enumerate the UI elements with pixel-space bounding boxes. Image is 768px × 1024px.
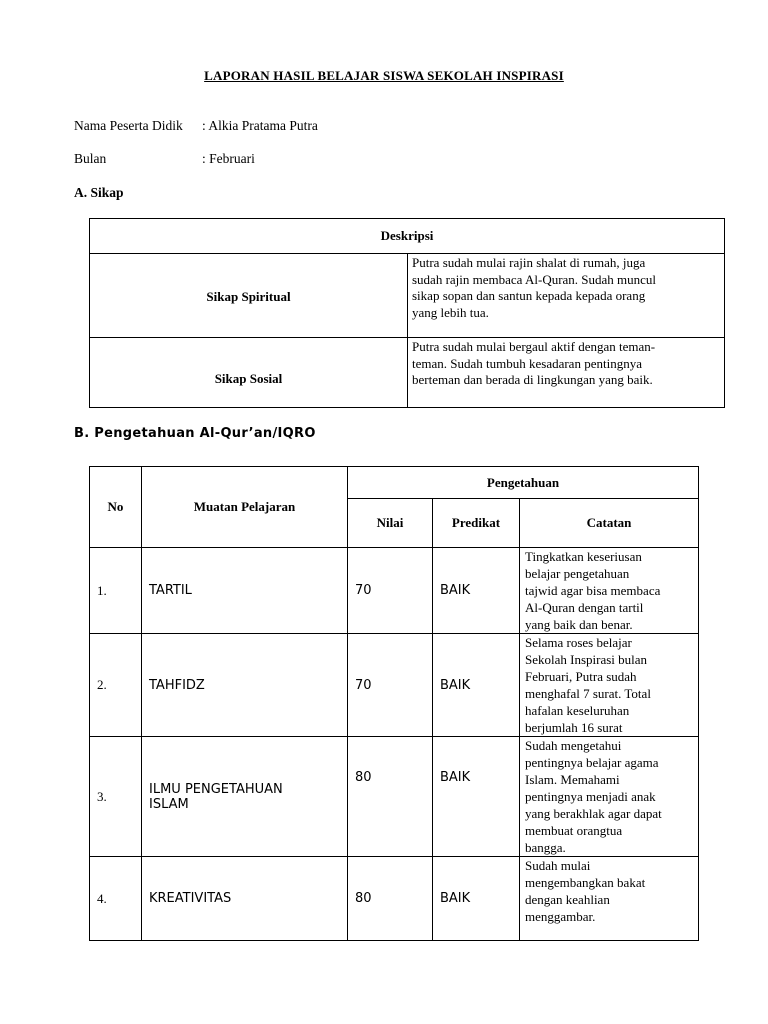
catatan-line: menggambar. xyxy=(525,909,596,924)
catatan-header: Catatan xyxy=(520,499,699,548)
muatan-line: ILMU PENGETAHUAN xyxy=(149,781,283,797)
month-value: : Februari xyxy=(202,151,255,166)
catatan-cell xyxy=(520,857,699,941)
pengetahuan-table xyxy=(89,466,699,941)
catatan-line: yang baik dan benar. xyxy=(525,617,633,632)
desc-line: Putra sudah mulai bergaul aktif dengan teman- xyxy=(412,339,656,354)
sikap-row xyxy=(90,338,725,408)
muatan-line: TARTIL xyxy=(149,583,192,598)
catatan-line: membuat orangtua xyxy=(525,823,623,838)
catatan-line: Selama roses belajar xyxy=(525,635,632,650)
deskripsi-header: Deskripsi xyxy=(90,219,725,254)
catatan-line: bangga. xyxy=(525,840,566,855)
catatan-cell xyxy=(520,634,699,737)
catatan-cell xyxy=(520,548,699,634)
predikat-cell: BAIK xyxy=(433,548,520,634)
row-number: 4. xyxy=(90,857,142,941)
table-row xyxy=(90,634,699,737)
desc-line: teman. Sudah tumbuh kesadaran pentingnya xyxy=(412,355,642,371)
predikat-cell: BAIK xyxy=(433,857,520,941)
nilai-cell: 80 xyxy=(348,857,433,941)
catatan-line: berjumlah 16 surat xyxy=(525,720,623,735)
row-number: 1. xyxy=(90,548,142,634)
month-row xyxy=(74,151,255,167)
muatan-line: TAHFIDZ xyxy=(149,677,205,693)
student-name-label: Nama Peserta Didik xyxy=(74,118,183,133)
catatan-line: Al-Quran dengan tartil xyxy=(525,600,644,615)
desc-line: Putra sudah mulai rajin shalat di rumah, juga xyxy=(412,255,646,270)
catatan-line: pentingnya menjadi anak xyxy=(525,789,656,804)
student-name-row xyxy=(74,118,318,134)
section-a-heading: A. Sikap xyxy=(74,185,124,200)
muatan-cell xyxy=(142,634,348,737)
muatan-cell xyxy=(142,857,348,941)
header-row xyxy=(90,467,699,499)
nilai-cell: 70 xyxy=(348,548,433,634)
catatan-line: hafalan keseluruhan xyxy=(525,703,630,718)
catatan-line: menghafal 7 surat. Total xyxy=(525,686,651,701)
nilai-header: Nilai xyxy=(348,499,433,548)
muatan-cell xyxy=(142,737,348,857)
table-row xyxy=(90,548,699,634)
catatan-line: yang berakhlak agar dapat xyxy=(525,806,662,821)
section-b-heading: B. Pengetahuan Al-Qur’an/IQRO xyxy=(74,426,316,441)
catatan-line: tajwid agar bisa membaca xyxy=(525,583,661,598)
predikat-header: Predikat xyxy=(433,499,520,548)
sikap-table xyxy=(89,218,725,408)
nilai-cell: 70 xyxy=(348,634,433,737)
catatan-line: pentingnya belajar agama xyxy=(525,755,659,770)
row-number: 3. xyxy=(90,737,142,857)
catatan-line: Sekolah Inspirasi bulan xyxy=(525,652,648,667)
row-number: 2. xyxy=(90,634,142,737)
muatan-line: KREATIVITAS xyxy=(149,891,232,906)
sikap-label: Sikap Sosial xyxy=(90,338,408,408)
student-name-value: : Alkia Pratama Putra xyxy=(202,118,318,133)
catatan-line: Sudah mulai xyxy=(525,858,591,873)
sikap-label: Sikap Spiritual xyxy=(90,254,408,338)
muatan-cell xyxy=(142,548,348,634)
predikat-cell: BAIK xyxy=(433,634,520,737)
catatan-line: Islam. Memahami xyxy=(525,772,620,787)
sikap-row xyxy=(90,254,725,338)
table-row xyxy=(90,737,699,857)
catatan-line: belajar pengetahuan xyxy=(525,566,630,581)
muatan-header: Muatan Pelajaran xyxy=(142,467,348,548)
month-label: Bulan xyxy=(74,151,107,166)
nilai-cell: 80 xyxy=(348,737,433,857)
report-title: LAPORAN HASIL BELAJAR SISWA SEKOLAH INSPIRASI xyxy=(204,68,564,83)
desc-line: sikap sopan dan santun kepada kepada orang xyxy=(412,288,646,303)
no-header: No xyxy=(90,467,142,548)
desc-line: sudah rajin membaca Al-Quran. Sudah muncul xyxy=(412,271,657,287)
pengetahuan-header: Pengetahuan xyxy=(348,467,699,499)
catatan-cell xyxy=(520,737,699,857)
muatan-line: ISLAM xyxy=(149,796,189,812)
desc-line: yang lebih tua. xyxy=(412,304,489,320)
catatan-line: Tingkatkan keseriusan xyxy=(525,549,642,564)
catatan-line: Februari, Putra sudah xyxy=(525,669,637,684)
sikap-header-row xyxy=(90,219,725,254)
desc-line: berteman dan berada di lingkungan yang baik. xyxy=(412,372,653,387)
catatan-line: Sudah mengetahui xyxy=(525,738,622,753)
catatan-line: dengan keahlian xyxy=(525,892,610,907)
sikap-desc xyxy=(408,338,725,408)
predikat-cell: BAIK xyxy=(433,737,520,857)
table-row xyxy=(90,857,699,941)
catatan-line: mengembangkan bakat xyxy=(525,875,646,890)
sikap-desc xyxy=(408,254,725,338)
